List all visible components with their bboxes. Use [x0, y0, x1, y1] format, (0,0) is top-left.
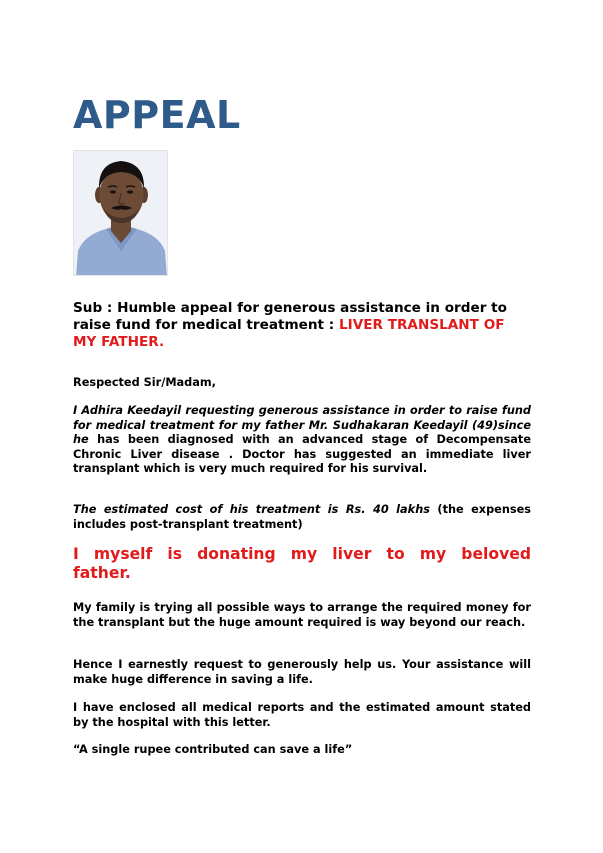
salutation: Respected Sir/Madam, — [73, 376, 216, 389]
page-title: APPEAL — [73, 93, 241, 137]
closing-quote: “A single rupee contributed can save a life” — [73, 743, 353, 756]
paragraph-request-help: Hence I earnestly request to generously help us. Your assistance will make huge difference in saving a life. — [73, 658, 531, 686]
paragraph-cost — [73, 503, 531, 532]
paragraph-enclosed: I have enclosed all medical reports and the estimated amount stated by the hospital with this letter. — [73, 701, 531, 729]
paragraph-request — [73, 404, 531, 477]
subject-prefix: Sub : Humble appeal for generous assistance in order to raise fund for medical treatment : — [73, 300, 507, 333]
paragraph-request-normal: has been diagnosed with an advanced stage of Decompensate Chronic Liver disease . Doctor has suggested an immediate liver transplant which is very much required for his survival. — [73, 433, 531, 475]
paragraph-cost-italic: The estimated cost of his treatment is Rs. 40 lakhs — [73, 503, 430, 516]
donation-statement: I myself is donating my liver to my beloved father. — [73, 545, 531, 582]
subject-highlight: LIVER TRANSLANT OF MY FATHER. — [73, 317, 505, 350]
subject-line — [73, 300, 531, 351]
paragraph-cost-normal: (the expenses includes post-transplant treatment) — [73, 503, 531, 531]
portrait-photo — [73, 150, 168, 276]
paragraph-family: My family is trying all possible ways to arrange the required money for the transplant but the huge amount required is way beyond our reach. — [73, 601, 531, 629]
paragraph-request-italic: I Adhira Keedayil requesting generous assistance in order to raise fund for medical treatment for my father Mr. Sudhakaran Keedayil (49)since he — [73, 404, 531, 446]
